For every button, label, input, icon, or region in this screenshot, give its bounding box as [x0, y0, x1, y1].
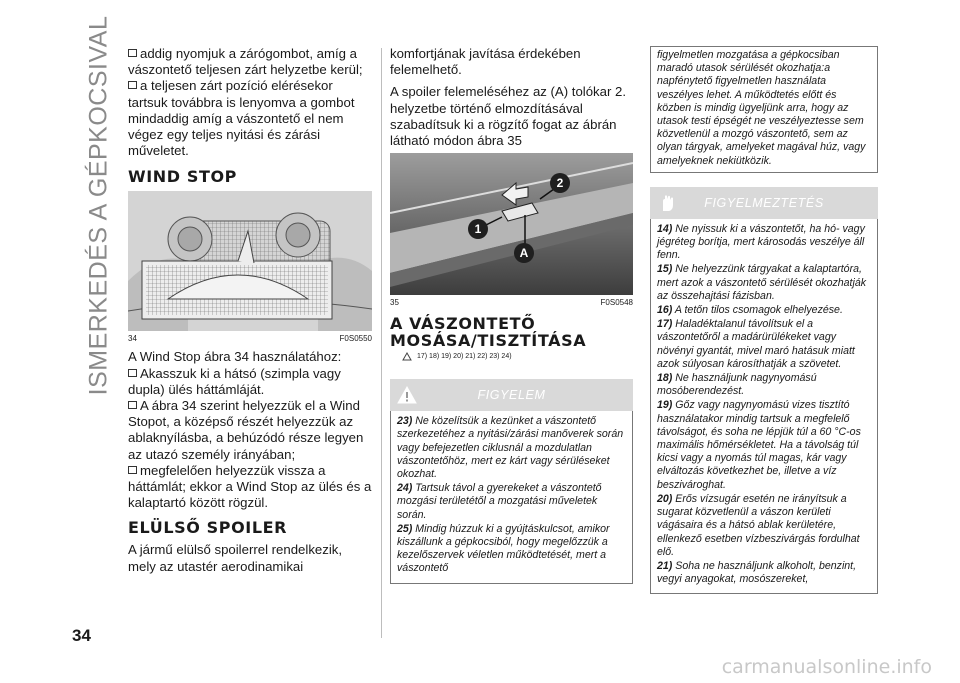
- intro-bullet-1: addig nyomjuk a zárógombot, amíg a vászontető teljesen zárt helyzetbe kerül;: [128, 46, 363, 78]
- notice-header: [650, 187, 878, 219]
- watermark: carmanualsonline.info: [721, 656, 932, 678]
- note-references: 17) 18) 19) 20) 21) 22) 23) 24): [402, 352, 633, 361]
- checkbox-bullet-icon: [128, 401, 137, 409]
- notice-item: 14) Ne nyissuk ki a vászontetőt, ha hó- vagy jégréteg borítja, mert károsodás veszélye áll fenn.: [657, 222, 865, 262]
- figure-34-caption: [128, 334, 372, 343]
- figure-34-code: F0S0550: [339, 334, 372, 344]
- page-number: 34: [72, 626, 91, 645]
- hand-notice-icon: [657, 193, 677, 213]
- wind-text-0: A Wind Stop ábra 34 használatához:: [128, 349, 342, 365]
- section-title-washing-1: A VÁSZONTETŐ: [390, 314, 536, 334]
- wind-bullet-3: megfelelően helyezzük vissza a háttámlát; ekkor a Wind Stop az ülés és a kalaptartó között rögzül.: [128, 462, 372, 511]
- warning-continued-text: figyelmetlen mozgatása a gépkocsiban maradó utasok sérülését okozhatja:a napfénytető figyelmetlen használata veszélyes lehet. A működtetés előtt és közben is mindig ügyeljünk arra, hogy az utasok testi épségét ne veszélyeztesse sem közvetlenül a mozgó vászontető, sem az olyan tárgyak, amelyeket magával húz, vagy amelyeknek nekiütközik.: [657, 49, 866, 167]
- intro-bullet-2: a teljesen zárt pozíció elérésekor tartsuk továbbra is lenyomva a gombot mindaddig amíg a vászontető el nem végez egy teljes nyitási és zárási műveletet.: [128, 78, 355, 159]
- callout-1: 1: [474, 222, 482, 237]
- notice-item: 21) Soha ne használjunk alkoholt, benzint, vegyi anyagokat, mosószereket,: [657, 559, 857, 586]
- notice-item: 20) Erős vízsugár esetén ne irányítsuk a sugarat közvetlenül a vászon kerületi vágásaira és a hátsó ablak kerületére, ellenkező esetben vízbeszivárgás fordulhat elő.: [657, 492, 860, 558]
- notice-item: 19) Gőz vagy nagynyomású vizes tisztító használatakor mindig tartsuk a megfelelő távolságot, és soha ne lépjük túl a 60 °C-os maximális hőmérsékletet. Ha a távolság túl kicsi vagy a nyomás túl magas, kár vagy elváltozás következhet be, illetve a víz beszivároghat.: [657, 399, 861, 491]
- notice-item: 16) A tetőn tilos csomagok elhelyezése.: [657, 304, 843, 317]
- warning-continued-box: [650, 46, 878, 173]
- figure-35-code: F0S0548: [600, 298, 633, 308]
- warning-item: 23) Ne közelítsük a kezünket a vászontető szerkezetéhez a nyitási/zárási manőverek során vagy befejezetlen ciklusnál a mozdulatlan vászontetőhöz, mert ez kárt vagy sérüléseket okozhat.: [397, 415, 624, 481]
- figure-35: [390, 153, 633, 295]
- checkbox-bullet-icon: [128, 466, 137, 474]
- warning-header: [390, 379, 633, 411]
- checkbox-bullet-icon: [128, 81, 137, 89]
- section-title-washing-2: MOSÁSA/TISZTÍTÁSA: [390, 331, 587, 351]
- spoiler-raise-text: A spoiler felemeléséhez az (A) tolókar 2. helyzetbe történő elmozdításával szabadítsuk ki a rögzítő fogat az ábrán látható módon ábra 35: [390, 84, 627, 149]
- checkbox-bullet-icon: [128, 49, 137, 57]
- spoiler-text: A jármű elülső spoilerrel rendelkezik, mely az utastér aerodinamikai: [128, 542, 343, 574]
- note-pointer-icon: [402, 352, 412, 361]
- section-title-front-spoiler: ELÜLSŐ SPOILER: [128, 518, 288, 538]
- wind-bullet-2: A ábra 34 szerint helyezzük el a Wind Stopot, a középső részét helyezzük az ablaknyílásba, a behúzódó része legyen az utazó személy irányában;: [128, 398, 364, 462]
- callout-2: 2: [556, 176, 564, 191]
- callout-a: A: [519, 246, 529, 261]
- notice-item: 15) Ne helyezzünk tárgyakat a kalaptartóra, mert azok a vászontető sérülését okozhatják az összehajtási fázisban.: [657, 263, 867, 302]
- column-2: [390, 46, 633, 584]
- spoiler-illustration: [390, 153, 633, 295]
- section-title-wind-stop: WIND STOP: [128, 167, 238, 187]
- notice-item: 18) Ne használjunk nagynyomású mosóberendezést.: [657, 372, 817, 398]
- column-divider: [381, 48, 382, 638]
- figure-35-caption: [390, 298, 633, 307]
- warning-box: [390, 411, 633, 583]
- chapter-title: ISMERKEDÉS A GÉPKOCSIVAL: [84, 15, 113, 395]
- wind-stop-illustration: [128, 191, 372, 331]
- figure-34: [128, 191, 372, 331]
- warning-item: 25) Mindig húzzuk ki a gyújtáskulcsot, amikor kiszállunk a gépkocsiból, hogy megelőzzük a kezelőszervek véletlen működtetését, mert a vászontető: [397, 522, 610, 575]
- column-3: [650, 46, 878, 594]
- warning-triangle-icon: [397, 385, 417, 405]
- notice-title: FIGYELMEZTETÉS: [704, 195, 824, 210]
- notice-item: 17) Haladéktalanul távolítsuk el a vászontetőről a madárürülékeket vagy növényi gyantát, mivel maró hatásuk miatt azok súlyosan károsíthatják a szövetet.: [657, 318, 855, 370]
- notice-box: [650, 219, 878, 594]
- warning-item: 24) Tartsuk távol a gyerekeket a vászontető mozgási területétől a mozgatási műveletek során.: [397, 482, 602, 521]
- figure-34-number: 34: [128, 334, 137, 344]
- wind-bullet-1: Akasszuk ki a hátsó (szimpla vagy dupla) ülés háttámláját.: [128, 365, 341, 397]
- checkbox-bullet-icon: [128, 369, 137, 377]
- figure-35-number: 35: [390, 298, 399, 308]
- spoiler-continued: komfortjának javítása érdekében felemelhető.: [390, 46, 581, 78]
- column-1: [128, 46, 372, 575]
- warning-title: FIGYELEM: [477, 388, 546, 403]
